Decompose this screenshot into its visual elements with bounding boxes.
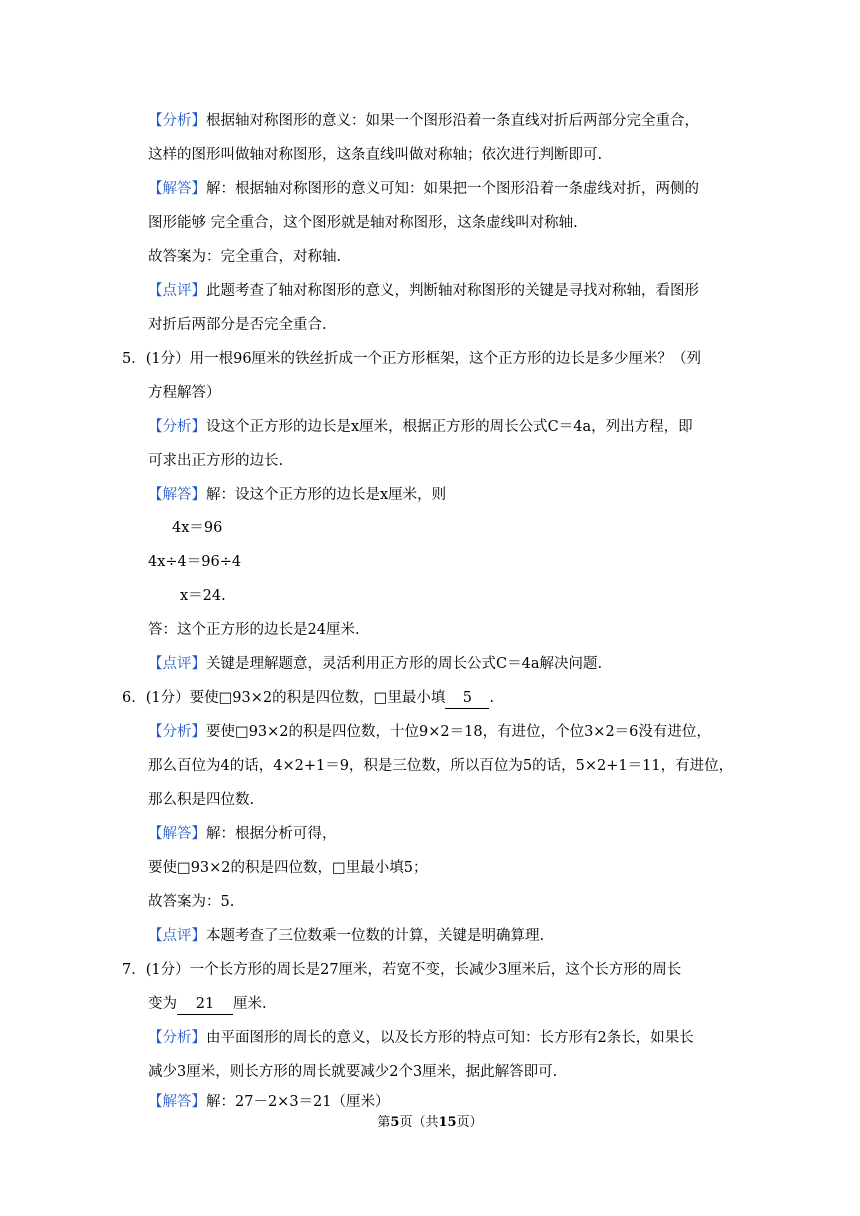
q5-answer-text-1: 解：设这个正方形的边长是x厘米，则 <box>206 487 447 503</box>
q6-question-end: . <box>489 690 494 706</box>
q7-answer-blank: 21 <box>177 994 233 1015</box>
analysis-tag: 【分析】 <box>148 113 206 129</box>
answer-tag: 【解答】 <box>148 487 206 503</box>
q6-analysis-line-1 <box>148 722 711 742</box>
q5-equation-1: 4x＝96 <box>172 520 223 536</box>
answer-tag: 【解答】 <box>148 181 206 197</box>
q4-answer-text-1: 解：根据轴对称图形的意义可知：如果把一个图形沿着一条虚线对折，两侧的 <box>206 181 699 197</box>
q4-analysis-text-2: 这样的图形叫做轴对称图形，这条直线叫做对称轴；依次进行判断即可. <box>148 147 603 163</box>
q6-analysis-text-2: 那么百位为4的话，4×2+1＝9，积是三位数，所以百位为5的话，5×2+1＝11，有进位， <box>148 758 734 774</box>
q5-result: 答：这个正方形的边长是24厘米. <box>148 622 360 638</box>
answer-tag: 【解答】 <box>148 826 206 842</box>
q7-analysis-text-2: 减少3厘米，则长方形的周长就要减少2个3厘米，据此解答即可. <box>148 1064 558 1080</box>
q5-equation-2: 4x÷4＝96÷4 <box>148 554 242 570</box>
footer-total-pages: 15 <box>438 1115 457 1130</box>
q6-result: 故答案为：5. <box>148 894 235 910</box>
q6-comment-line-1 <box>148 926 544 946</box>
q5-question-1: 5．(1分）用一根96厘米的铁丝折成一个正方形框架，这个正方形的边长是多少厘米？（列 <box>122 351 702 367</box>
footer-prefix: 第 <box>377 1115 391 1130</box>
footer-suffix: 页） <box>456 1115 483 1130</box>
q6-answer-text-2: 要使□93×2的积是四位数，□里最小填5； <box>148 860 428 876</box>
q6-analysis-text-1: 要使□93×2的积是四位数，十位9×2＝18，有进位，个位3×2＝6没有进位， <box>206 724 711 740</box>
footer-page-number: 5 <box>390 1115 400 1130</box>
q5-comment-line-1 <box>148 654 602 674</box>
q6-comment-text-1: 本题考查了三位数乘一位数的计算，关键是明确算理. <box>206 928 545 944</box>
q4-comment-line-1 <box>148 281 699 301</box>
q5-analysis-text-2: 可求出正方形的边长. <box>148 453 284 469</box>
q4-result: 故答案为：完全重合，对称轴. <box>148 249 342 265</box>
q7-question-2 <box>148 994 267 1015</box>
comment-tag: 【点评】 <box>148 656 206 672</box>
page-footer <box>0 1111 860 1130</box>
q7-question-1: 7．(1分）一个长方形的周长是27厘米，若宽不变，长减少3厘米后，这个长方形的周长 <box>122 962 682 978</box>
q4-answer-text-2: 图形能够 完全重合，这个图形就是轴对称图形，这条虚线叫对称轴. <box>148 215 578 231</box>
q4-answer-line-1 <box>148 179 699 199</box>
q4-comment-text-2: 对折后两部分是否完全重合. <box>148 317 327 333</box>
q5-analysis-text-1: 设这个正方形的边长是x厘米，根据正方形的周长公式C＝4a，列出方程，即 <box>206 419 693 435</box>
q5-comment-text-1: 关键是理解题意，灵活利用正方形的周长公式C＝4a解决问题. <box>206 656 603 672</box>
q6-question <box>122 688 494 709</box>
analysis-tag: 【分析】 <box>148 1030 206 1046</box>
q7-answer-text-1: 解：27－2×3＝21（厘米） <box>206 1094 390 1110</box>
q6-answer-blank: 5 <box>445 688 489 709</box>
q6-answer-text-1: 解：根据分析可得， <box>206 826 337 842</box>
q5-answer-line-1 <box>148 485 446 505</box>
q5-analysis-line-1 <box>148 417 693 437</box>
q7-analysis-text-1: 由平面图形的周长的意义，以及长方形的特点可知：长方形有2条长，如果长 <box>206 1030 694 1046</box>
q7-question-end: 厘米. <box>233 996 267 1012</box>
q4-analysis-line-1 <box>148 111 699 131</box>
answer-tag: 【解答】 <box>148 1094 206 1110</box>
analysis-tag: 【分析】 <box>148 724 206 740</box>
q5-question-2: 方程解答） <box>148 385 221 401</box>
analysis-tag: 【分析】 <box>148 419 206 435</box>
q7-answer-line-1 <box>148 1092 390 1112</box>
q5-equation-3: x＝24. <box>180 588 226 604</box>
q6-question-text: 6．(1分）要使□93×2的积是四位数，□里最小填 <box>122 690 446 706</box>
q6-analysis-text-3: 那么积是四位数. <box>148 792 255 808</box>
footer-middle: 页（共 <box>399 1115 439 1130</box>
q7-analysis-line-1 <box>148 1028 694 1048</box>
q6-answer-line-1 <box>148 824 337 844</box>
comment-tag: 【点评】 <box>148 283 206 299</box>
q4-comment-text-1: 此题考查了轴对称图形的意义，判断轴对称图形的关键是寻找对称轴，看图形 <box>206 283 699 299</box>
q4-analysis-text-1: 根据轴对称图形的意义：如果一个图形沿着一条直线对折后两部分完全重合， <box>206 113 699 129</box>
q7-question-text: 变为 <box>148 996 177 1012</box>
comment-tag: 【点评】 <box>148 928 206 944</box>
